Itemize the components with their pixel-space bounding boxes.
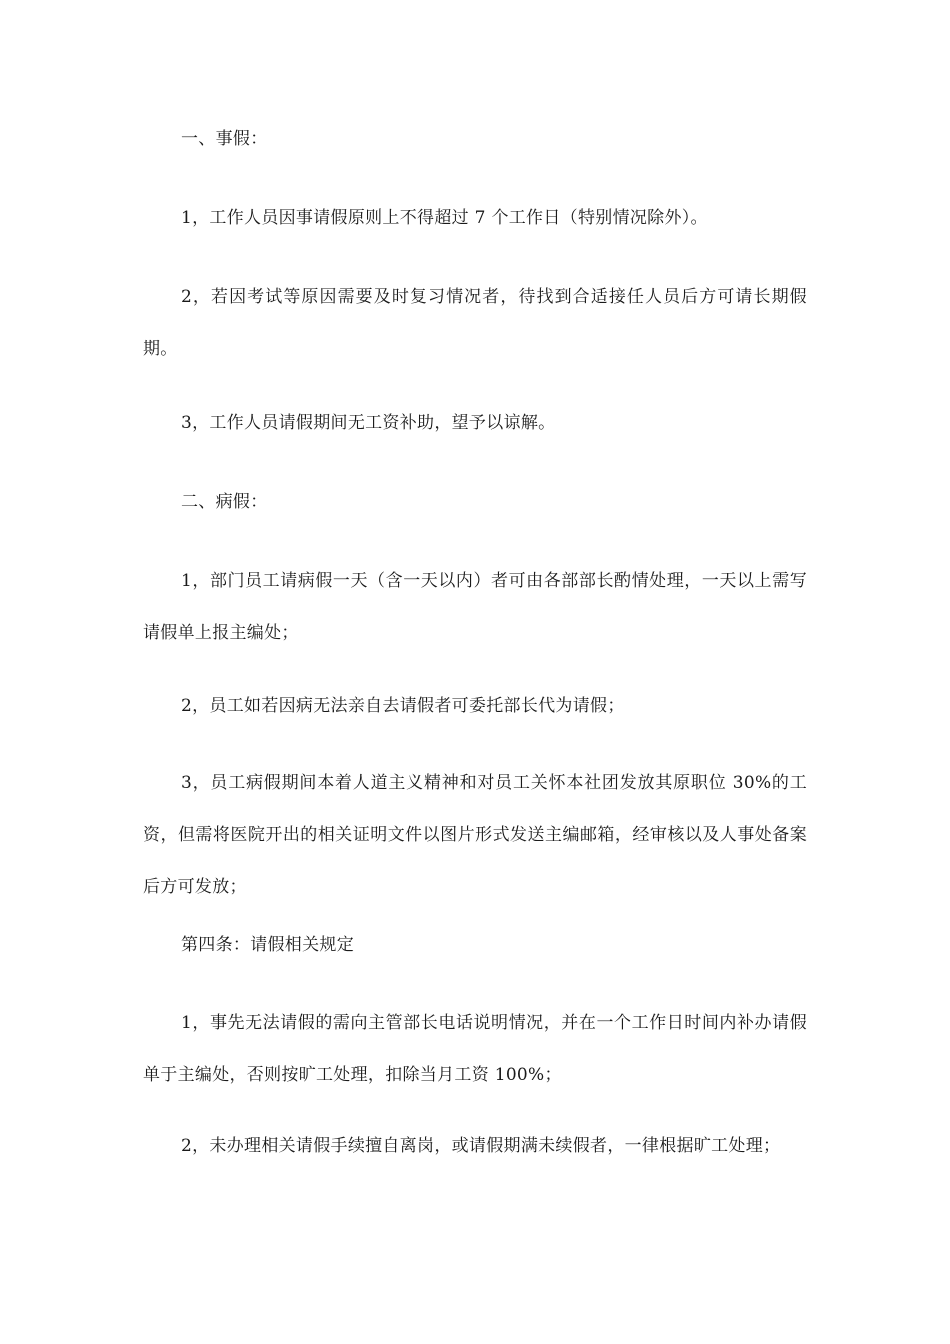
sick-leave-rule-3: 3，员工病假期间本着人道主义精神和对员工关怀本社团发放其原职位 30%的工资，但需将医院开出的相关证明文件以图片形式发送主编邮箱，经审核以及人事处备案后方可发放； [143,773,807,897]
article-four-heading: 第四条：请假相关规定 [181,935,354,955]
section-heading-personal-leave: 一、事假： [181,129,268,149]
sick-leave-rule-1: 1，部门员工请病假一天（含一天以内）者可由各部部长酌情处理，一天以上需写请假单上报主编处； [143,571,807,643]
personal-leave-rule-3: 3，工作人员请假期间无工资补助，望予以谅解。 [181,413,556,433]
personal-leave-rule-2: 2，若因考试等原因需要及时复习情况者，待找到合适接任人员后方可请长期假期。 [143,287,807,359]
personal-leave-rule-1: 1，工作人员因事请假原则上不得超过 7 个工作日（特别情况除外）。 [181,208,708,228]
sick-leave-rule-2: 2，员工如若因病无法亲自去请假者可委托部长代为请假； [181,696,625,716]
article-four-rule-1: 1，事先无法请假的需向主管部长电话说明情况，并在一个工作日时间内补办请假单于主编处，否则按旷工处理，扣除当月工资 100%； [143,1013,807,1085]
article-four-rule-2: 2，未办理相关请假手续擅自离岗，或请假期满未续假者，一律根据旷工处理； [181,1136,781,1156]
section-heading-sick-leave: 二、病假： [181,492,268,512]
